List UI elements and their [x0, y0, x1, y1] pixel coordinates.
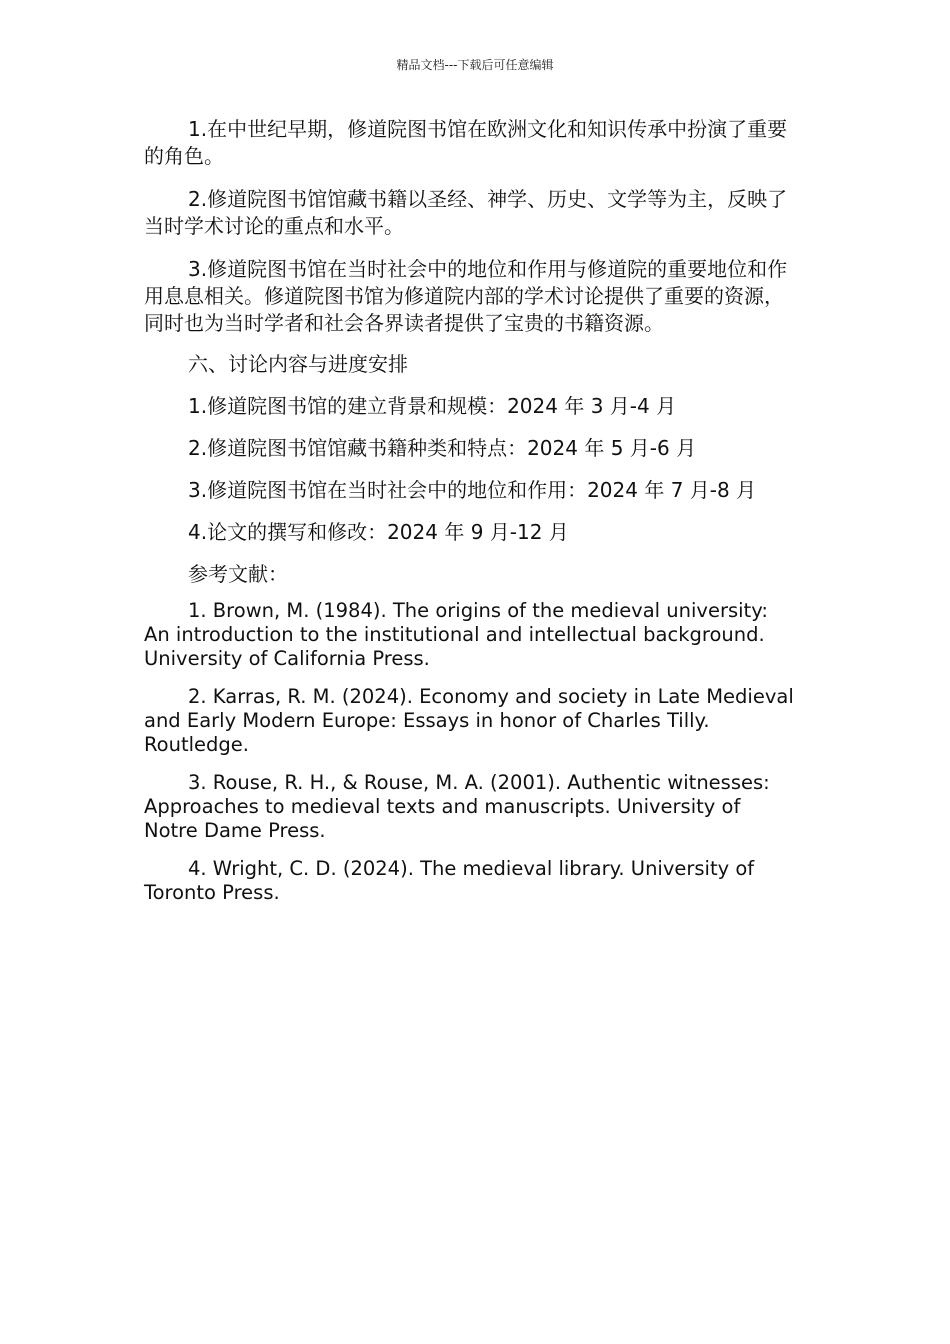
- finding-paragraph: 1.在中世纪早期，修道院图书馆在欧洲文化和知识传承中扮演了重要的角色。: [144, 117, 788, 168]
- schedule-item: 3.修道院图书馆在当时社会中的地位和作用：2024 年 7 月-8 月: [188, 478, 757, 502]
- schedule-item: 2.修道院图书馆馆藏书籍种类和特点：2024 年 5 月-6 月: [188, 436, 697, 460]
- references-heading: 参考文献：: [188, 562, 288, 586]
- reference-item: 2. Karras, R. M. (2024). Economy and society in Late Medieval and Early Modern Europe: Essays in honor of Charles Tilly. Routledge.: [144, 685, 794, 756]
- schedule-item: 1.修道院图书馆的建立背景和规模：2024 年 3 月-4 月: [188, 394, 677, 418]
- document-body: [144, 116, 798, 919]
- schedule-item: 4.论文的撰写和修改：2024 年 9 月-12 月: [188, 520, 569, 544]
- page-header: 精品文档---下载后可任意编辑: [396, 58, 554, 72]
- schedule-heading: 六、讨论内容与进度安排: [188, 352, 408, 376]
- reference-item: 1. Brown, M. (1984). The origins of the medieval university: An introduction to the institutional and intellectual background. University of California Press.: [144, 599, 768, 670]
- reference-item: 3. Rouse, R. H., & Rouse, M. A. (2001). Authentic witnesses: Approaches to medieval texts and manuscripts. University of Notre Dame Press.: [144, 771, 770, 842]
- reference-item: 4. Wright, C. D. (2024). The medieval library. University of Toronto Press.: [144, 857, 755, 904]
- references-section: [144, 599, 798, 905]
- finding-paragraph: 3.修道院图书馆在当时社会中的地位和作用与修道院的重要地位和作用息息相关。修道院图书馆为修道院内部的学术讨论提供了重要的资源，同时也为当时学者和社会各界读者提供了宝贵的书籍资源。: [144, 257, 788, 335]
- findings-section: [144, 116, 798, 337]
- schedule-section: [144, 351, 798, 588]
- finding-paragraph: 2.修道院图书馆馆藏书籍以圣经、神学、历史、文学等为主，反映了当时学术讨论的重点和水平。: [144, 187, 788, 238]
